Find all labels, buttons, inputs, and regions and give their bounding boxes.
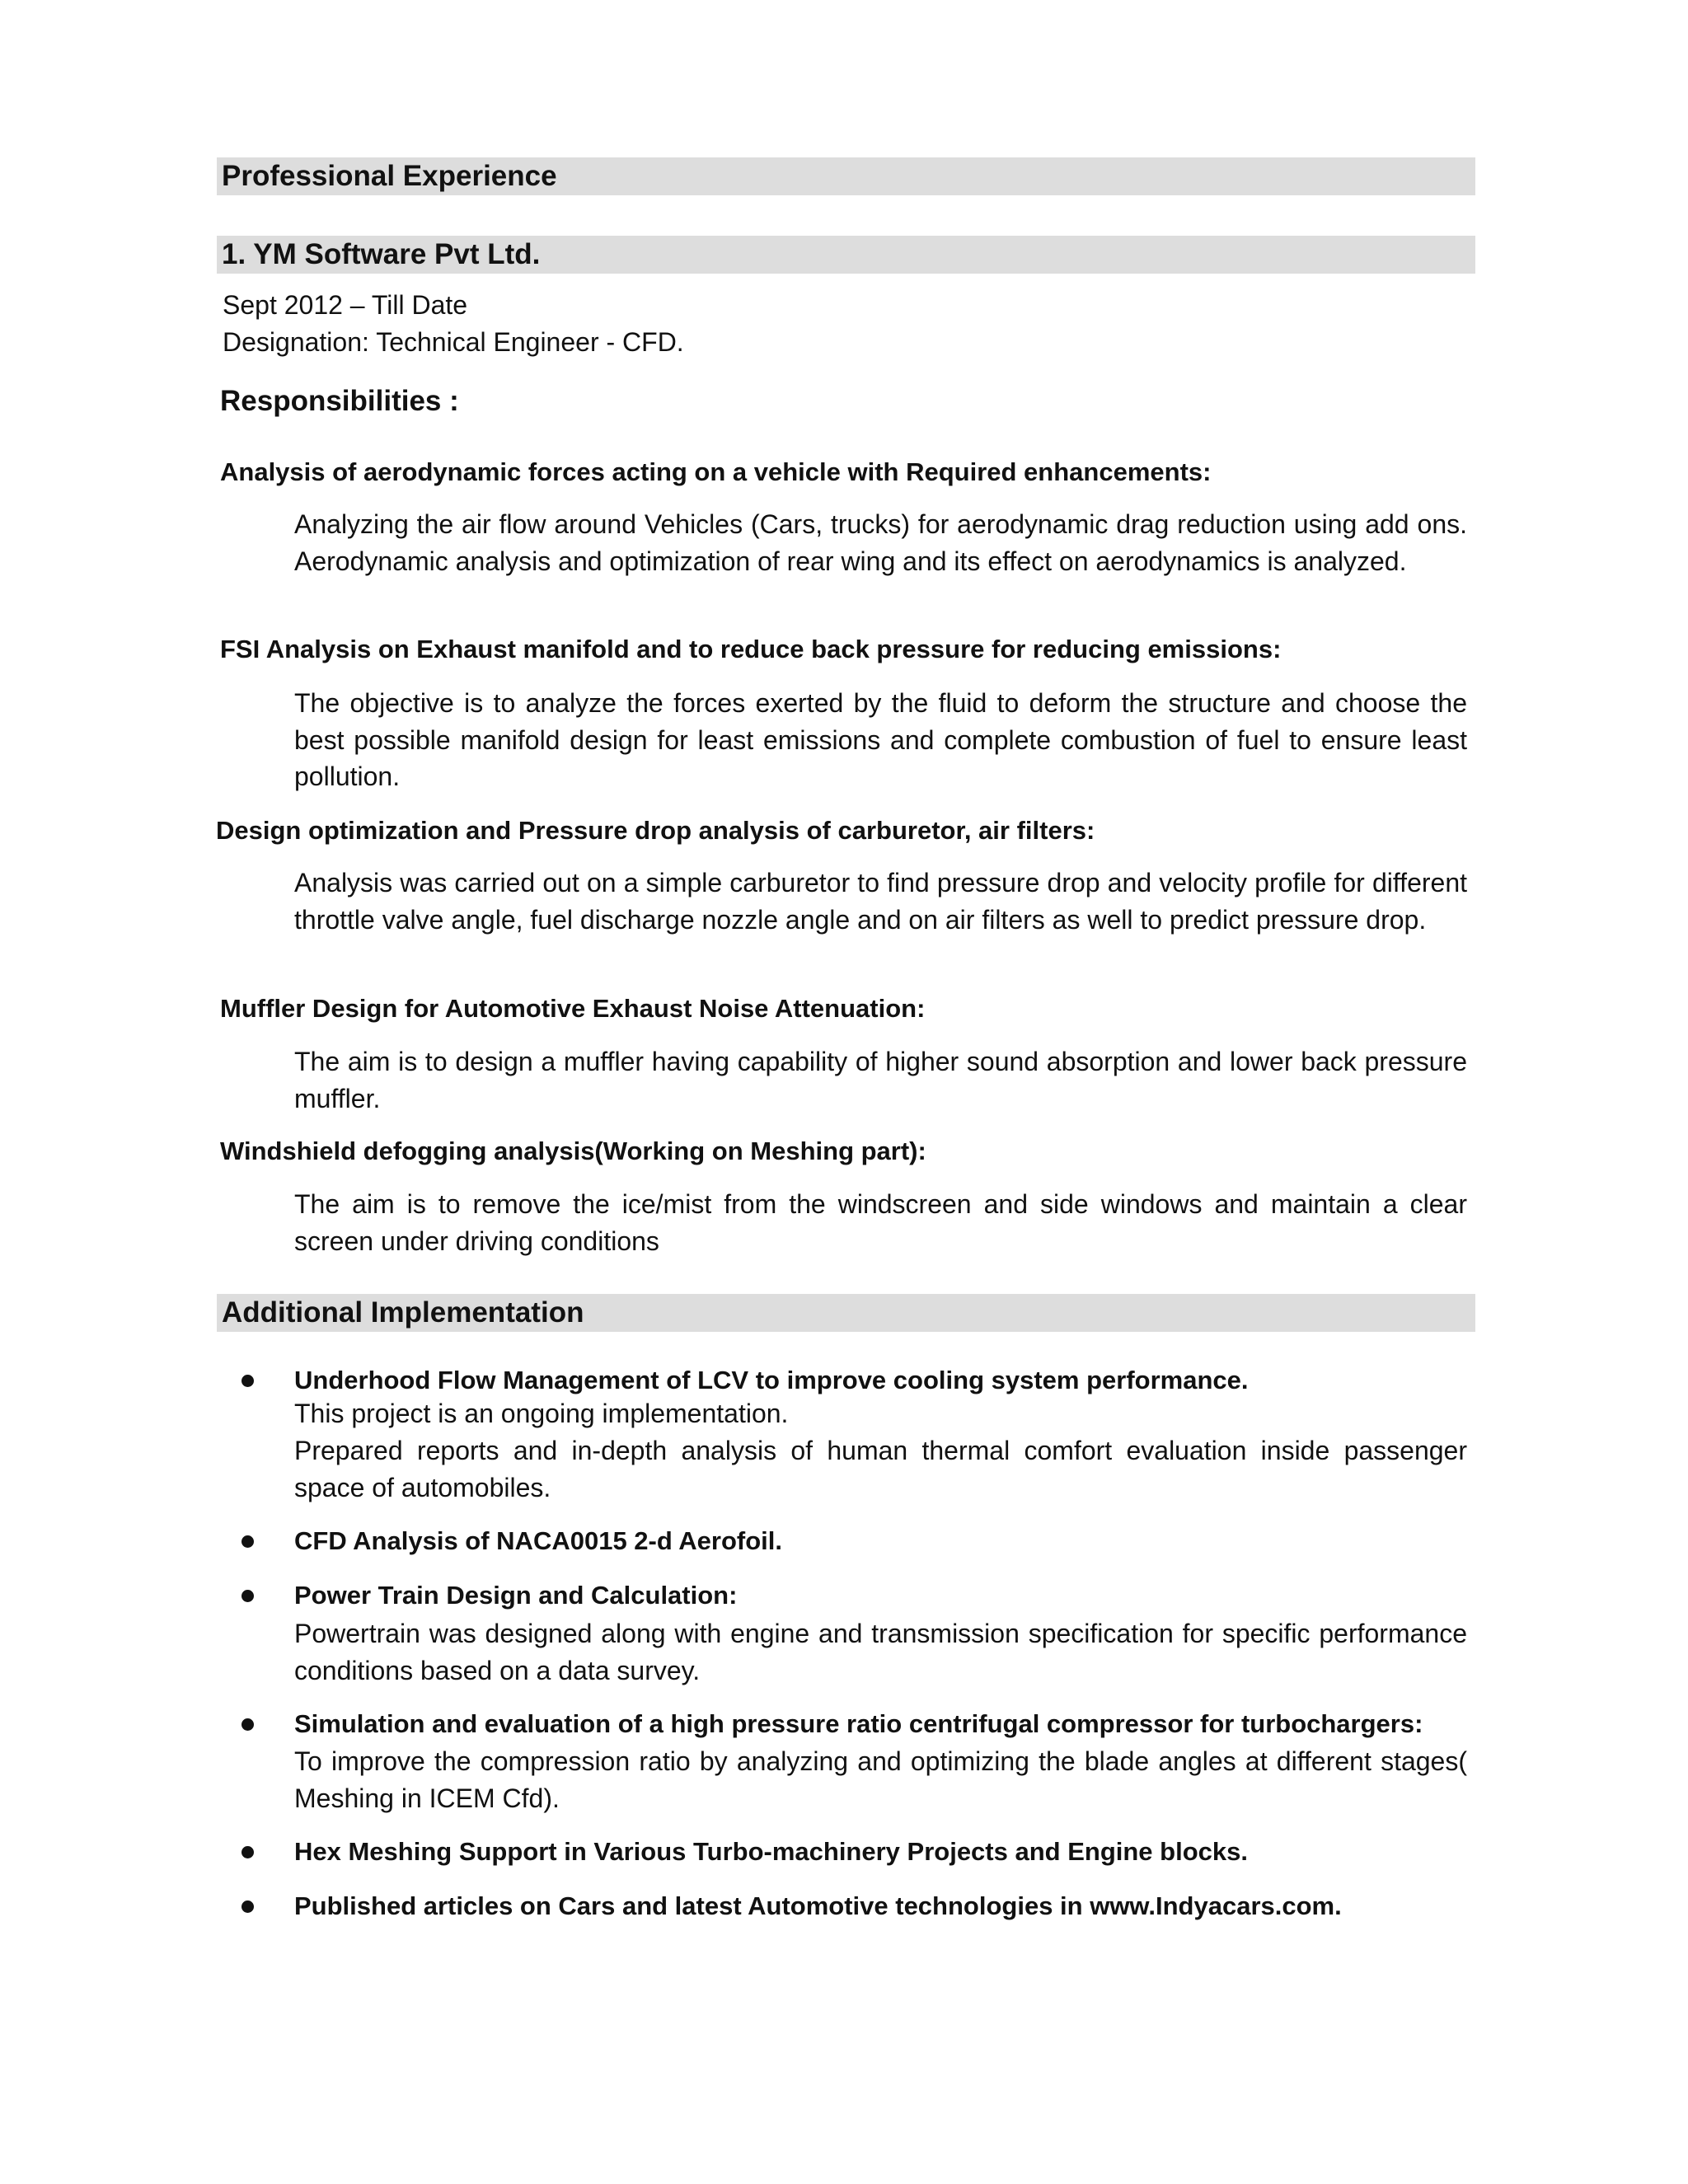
project-description: The objective is to analyze the forces exerted by the fluid to deform the structure and choose the best possible manifold design for least emissions and complete combustion of fuel to ensure least pollution. <box>294 688 1467 791</box>
project-title: Analysis of aerodynamic forces acting on a vehicle with Required enhancements: <box>220 457 1212 486</box>
designation: Designation: Technical Engineer - CFD. <box>223 327 684 357</box>
bullet-icon <box>241 1535 254 1548</box>
project-description: The aim is to remove the ice/mist from the windscreen and side windows and maintain a clear screen under driving conditions <box>294 1189 1467 1256</box>
additional-item-description: Powertrain was designed along with engine and transmission specification for specific performance conditions based on a data survey. <box>294 1619 1467 1685</box>
project-description: Analyzing the air flow around Vehicles (Cars, trucks) for aerodynamic drag reduction using add ons. Aerodynamic analysis and optimization of rear wing and its effect on aerodynamics is analyzed. <box>294 509 1467 576</box>
additional-item-title: Simulation and evaluation of a high pressure ratio centrifugal compressor for turbochargers: <box>294 1709 1423 1738</box>
employment-dates: Sept 2012 – Till Date <box>223 290 468 320</box>
additional-item-title: Hex Meshing Support in Various Turbo-machinery Projects and Engine blocks. <box>294 1837 1248 1866</box>
project-title: Windshield defogging analysis(Working on Meshing part): <box>220 1137 926 1165</box>
project-description: Analysis was carried out on a simple carburetor to find pressure drop and velocity profile for different throttle valve angle, fuel discharge nozzle angle and on air filters as well to predict pressure drop. <box>294 868 1467 935</box>
bullet-icon <box>241 1375 254 1387</box>
bullet-icon <box>241 1718 254 1731</box>
additional-item-title: CFD Analysis of NACA0015 2-d Aerofoil. <box>294 1526 782 1555</box>
project-description: The aim is to design a muffler having capability of higher sound absorption and lower back pressure muffler. <box>294 1047 1467 1113</box>
additional-item-description: Prepared reports and in-depth analysis of human thermal comfort evaluation inside passenger space of automobiles. <box>294 1436 1467 1502</box>
project-title: FSI Analysis on Exhaust manifold and to reduce back pressure for reducing emissions: <box>220 635 1282 663</box>
additional-item-title: Power Train Design and Calculation: <box>294 1581 738 1610</box>
additional-item-title: Published articles on Cars and latest Automotive technologies in www.Indyacars.com. <box>294 1891 1342 1920</box>
bullet-icon <box>241 1846 254 1858</box>
professional-experience-heading: Professional Experience <box>217 157 1475 195</box>
responsibilities-heading: Responsibilities : <box>220 385 459 417</box>
additional-item-note: This project is an ongoing implementation. <box>294 1399 789 1428</box>
additional-implementation-heading: Additional Implementation <box>217 1294 1475 1332</box>
additional-item-description: To improve the compression ratio by analyzing and optimizing the blade angles at different stages( Meshing in ICEM Cfd). <box>294 1746 1467 1813</box>
project-title: Muffler Design for Automotive Exhaust Noise Attenuation: <box>220 994 926 1023</box>
additional-item-title: Underhood Flow Management of LCV to improve cooling system performance. <box>294 1366 1249 1394</box>
bullet-icon <box>241 1900 254 1913</box>
bullet-icon <box>241 1590 254 1602</box>
project-title: Design optimization and Pressure drop analysis of carburetor, air filters: <box>216 816 1095 845</box>
company-heading: 1. YM Software Pvt Ltd. <box>217 236 1475 274</box>
